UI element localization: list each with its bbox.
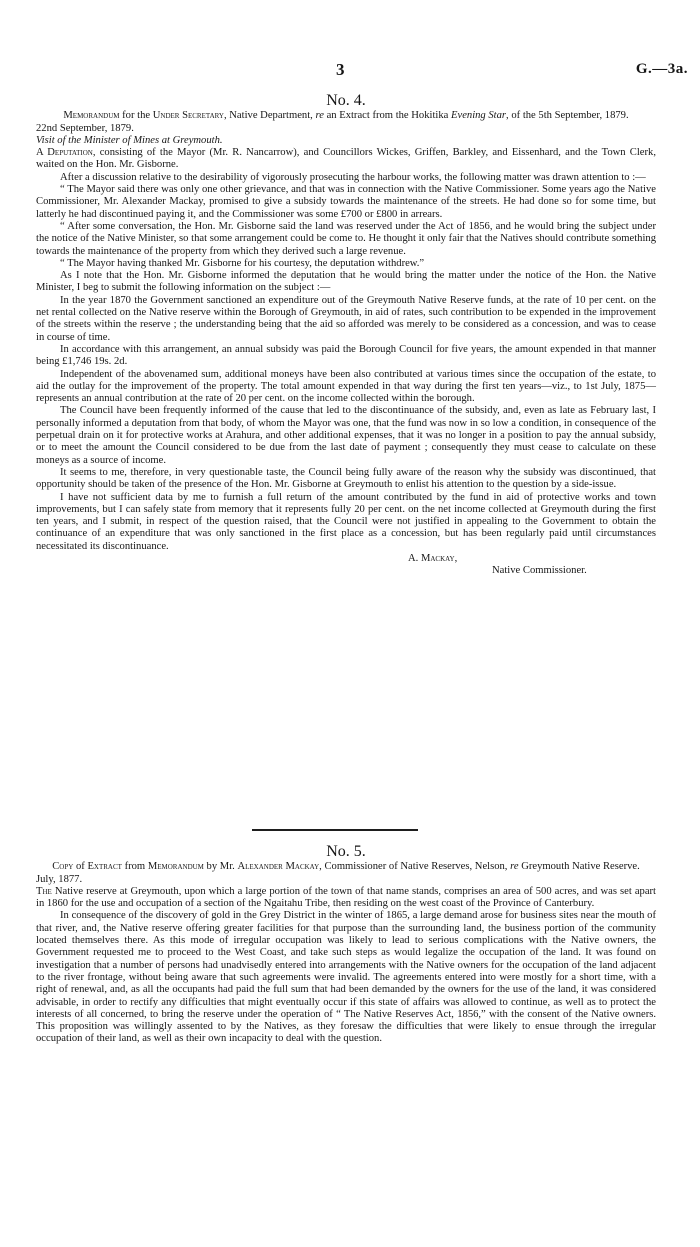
paragraph: After a discussion relative to the desirability of vigorously prosecuting the harbour works, the following matter was drawn attention to :— bbox=[60, 171, 646, 183]
section-divider bbox=[252, 829, 418, 831]
memo-date-no-4: 22nd September, 1879. bbox=[36, 122, 134, 134]
newspaper-name: Evening Star bbox=[451, 110, 507, 122]
section-no-4 bbox=[36, 92, 656, 578]
paragraph: I have not sufficient data by me to furnish a full return of the amount contributed by the fund in aid of protective works and town improvements, but I can safely state from memory that it represents fully 20 per cent. on the net income collected at Greymouth during the first ten years, and I submit, in respect of the question raised, that the Council were not justified in appealing to the Government to obtain the continuance of an expenditure that was only sanctioned in the first place as a concession, but has been regularly paid until circumstances necessitated its discontinuance. bbox=[36, 491, 656, 552]
memo-date-no-5: July, 1877. bbox=[36, 873, 83, 885]
paragraph: Independent of the abovenamed sum, additional moneys have been also contributed at various times since the occupation of the estate, to aid the outlay for the improvement of the property. The total amount expended in that way during the first ten years—viz., to 1st July, 1875—represents an annual contribution at the rate of 20 per cent. on the income collected within the borough. bbox=[36, 368, 656, 405]
document-reference: G.—3a. bbox=[635, 61, 688, 77]
paragraph: “ The Mayor said there was only one other grievance, and that was in connection with the Native Commissioner. Some years ago the Native Commissioner, Mr. Alexander Mackay, promised to give a subsidy towards the maintenance of the streets. He had done so for some time, but latterly he had discontinued paying it, and the Commissioner was some £700 or £800 in arrears. bbox=[36, 184, 656, 220]
memo-title-no-5: Copy of Extract from Memorandum by Mr. Alexander Mackay, Commissioner of Native Reserves, Nelson, re Greymouth Native Reserve. bbox=[52, 861, 640, 873]
lead-words: The bbox=[36, 885, 52, 897]
section-heading-no-4: No. 4. bbox=[326, 92, 366, 109]
paragraph: “ After some conversation, the Hon. Mr. Gisborne said the land was reserved under the Act of 1856, and he would bring the subject under the notice of the Native Minister, so that some arrangement could be come to. He thought it only fair that the Natives should contribute something towards the maintenance of the property from which they derived such a large revenue. bbox=[36, 220, 656, 257]
title-lead: Memorandum bbox=[63, 110, 120, 122]
paragraph: The Council have been frequently informed of the cause that led to the discontinuance of the subsidy, and, even as late as February last, I personally informed a deputation from that body, of whom the Mayor was one, that the fund was now in so low a condition, in consequence of the perpetual drain on it for protective works at Arahura, and other additional expenses, that it was no longer in a position to pay the annual subsidy, or to meet the amount the Council considered to be due from the last date of payment ; consequently they must cease to calculate on these moneys as a source of income. bbox=[36, 405, 656, 466]
page-number: 3 bbox=[336, 60, 345, 79]
paragraph: The Native reserve at Greymouth, upon which a large portion of the town of that name stands, comprises an area of 500 acres, and was set apart in 1860 for the use and occupation of a section of the Ngaitahu Tribe, then residing on the west coast of the Province of Canterbury. bbox=[36, 885, 656, 910]
paragraph: In accordance with this arrangement, an annual subsidy was paid the Borough Council for five years, the amount expended in that manner being £1,746 19s. 2d. bbox=[36, 343, 656, 368]
signature-name: A. Mackay, bbox=[408, 552, 458, 564]
section-no-5 bbox=[36, 843, 656, 1046]
title-under-secretary: Under Secretary bbox=[152, 110, 224, 122]
memo-title-no-4: Memorandum for the Under Secretary, Native Department, re an Extract from the Hokitika Evening Star, of the 5th September, 1879. bbox=[63, 110, 629, 122]
paragraph: In consequence of the discovery of gold in the Grey District in the winter of 1865, a large demand arose for business sites near the mouth of that river, and, the Native reserve offering greater facilities for that purpose than the surrounding land, the business portion of the community located themselves there. As this mode of irregular occupation was likely to lead to serious complications with the Native owners, the Government requested me to proceed to the West Coast, and take such steps as would legalize the occupation of the land. It was found on investigation that a number of persons had unadvisedly entered into arrangements with the Native owners for the occupation of the land adjacent to the river frontage, without being aware that such agreements were invalid. The agreements entered into were mostly for a short time, with a right of renewal, and, as all the occupants had paid the full sum that had been demanded by the owners for the use of the land, it was considered advisable, in order to rectify any difficulties that might eventually occur if this state of affairs was allowed to continue, as well as to protect the interests of all concerned, to bring the reserve under the operation of “ The Native Reserves Act, 1856,” with the consent of the Native owners. This proposition was willingly assented to by the Natives, as they foresaw the difficulties that were likely to ensue through the irregular occupation of their land, as well as their own incapacity to deal with the question. bbox=[36, 910, 656, 1045]
lead-words: A Deputation bbox=[36, 147, 93, 159]
paragraph: A Deputation, consisting of the Mayor (Mr. R. Nancarrow), and Councillors Wickes, Griffen, Barkley, and Eissenhard, and the Town Clerk, waited on the Hon. Mr. Gisborne. bbox=[36, 147, 656, 171]
memo-subtitle: Visit of the Minister of Mines at Greymouth. bbox=[36, 134, 223, 146]
author-name: Alexander Mackay bbox=[237, 861, 320, 873]
section-heading-no-5: No. 5. bbox=[326, 843, 366, 860]
paragraph: “ The Mayor having thanked Mr. Gisborne for his courtesy, the deputation withdrew.” bbox=[60, 257, 425, 269]
paragraph: It seems to me, therefore, in very questionable taste, the Council being fully aware of the reason why the subsidy was discontinued, that opportunity should be taken of the presence of the Hon. Mr. Gisborne at Greymouth to enlist his attention to the question by a side-issue. bbox=[36, 466, 656, 491]
signature-title: Native Commissioner. bbox=[492, 565, 587, 577]
paragraph: As I note that the Hon. Mr. Gisborne informed the deputation that he would bring the matter under the notice of the Hon. the Native Minister, I beg to submit the following information on the subject :— bbox=[36, 270, 656, 294]
paragraph: In the year 1870 the Government sanctioned an expenditure out of the Greymouth Native Reserve funds, at the rate of 10 per cent. on the net rental collected on the Native reserve within the Borough of Greymouth, in aid of rates, such contribution to be expended in the improvement of the streets within the reserve ; the understanding being that the aid so afforded was merely to be considered as a concession, and was to cease in course of time. bbox=[36, 294, 656, 343]
